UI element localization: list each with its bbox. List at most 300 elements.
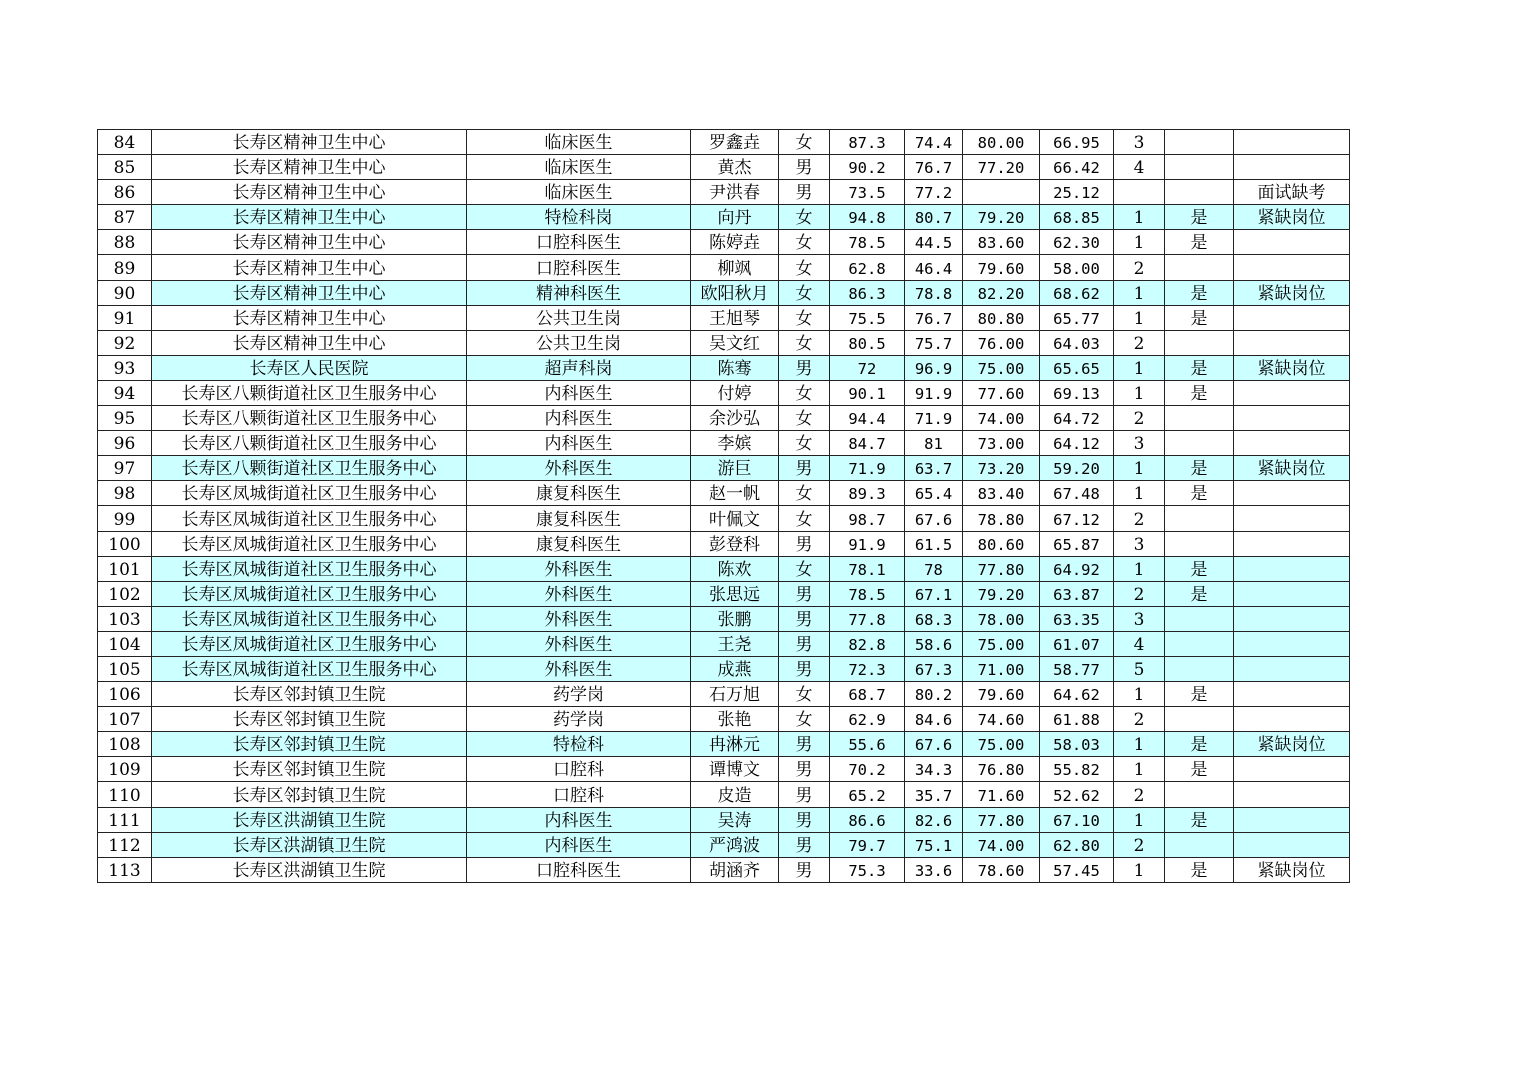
cell-unit: 长寿区精神卫生中心 bbox=[152, 155, 467, 180]
cell-no: 96 bbox=[98, 431, 152, 456]
cell-score-2: 65.4 bbox=[905, 481, 963, 506]
cell-score-3: 78.60 bbox=[963, 857, 1040, 882]
cell-score-1: 79.7 bbox=[830, 832, 905, 857]
cell-score-2: 35.7 bbox=[905, 782, 963, 807]
cell-rank: 3 bbox=[1114, 531, 1165, 556]
cell-sex: 女 bbox=[779, 255, 830, 280]
cell-rank: 2 bbox=[1114, 581, 1165, 606]
cell-score-2: 76.7 bbox=[905, 155, 963, 180]
cell-note: 紧缺岗位 bbox=[1234, 205, 1350, 230]
cell-score-3: 75.00 bbox=[963, 732, 1040, 757]
cell-pass: 是 bbox=[1165, 581, 1234, 606]
cell-score-2: 84.6 bbox=[905, 707, 963, 732]
cell-name: 余沙弘 bbox=[691, 406, 779, 431]
cell-total: 62.30 bbox=[1040, 230, 1114, 255]
cell-sex: 女 bbox=[779, 682, 830, 707]
cell-score-2: 82.6 bbox=[905, 807, 963, 832]
cell-score-3: 80.60 bbox=[963, 531, 1040, 556]
table-row bbox=[98, 581, 1350, 606]
cell-sex: 女 bbox=[779, 506, 830, 531]
cell-pass bbox=[1165, 656, 1234, 681]
cell-score-3: 83.60 bbox=[963, 230, 1040, 255]
cell-sex: 女 bbox=[779, 280, 830, 305]
cell-note bbox=[1234, 656, 1350, 681]
cell-sex: 女 bbox=[779, 406, 830, 431]
cell-total: 65.77 bbox=[1040, 305, 1114, 330]
cell-no: 90 bbox=[98, 280, 152, 305]
cell-sex: 女 bbox=[779, 205, 830, 230]
cell-sex: 男 bbox=[779, 832, 830, 857]
cell-score-1: 72.3 bbox=[830, 656, 905, 681]
cell-post: 内科医生 bbox=[467, 431, 691, 456]
cell-note bbox=[1234, 481, 1350, 506]
table-row bbox=[98, 556, 1350, 581]
cell-score-1: 71.9 bbox=[830, 456, 905, 481]
cell-pass: 是 bbox=[1165, 456, 1234, 481]
cell-total: 67.12 bbox=[1040, 506, 1114, 531]
cell-score-2: 78 bbox=[905, 556, 963, 581]
cell-total: 55.82 bbox=[1040, 757, 1114, 782]
cell-name: 赵一帆 bbox=[691, 481, 779, 506]
cell-note bbox=[1234, 556, 1350, 581]
cell-no: 112 bbox=[98, 832, 152, 857]
cell-rank: 4 bbox=[1114, 631, 1165, 656]
cell-pass: 是 bbox=[1165, 305, 1234, 330]
cell-score-1: 62.9 bbox=[830, 707, 905, 732]
cell-rank: 1 bbox=[1114, 205, 1165, 230]
cell-no: 97 bbox=[98, 456, 152, 481]
cell-name: 游巨 bbox=[691, 456, 779, 481]
cell-unit: 长寿区精神卫生中心 bbox=[152, 305, 467, 330]
table-row bbox=[98, 380, 1350, 405]
cell-score-2: 67.6 bbox=[905, 506, 963, 531]
cell-pass bbox=[1165, 180, 1234, 205]
cell-rank: 1 bbox=[1114, 732, 1165, 757]
cell-unit: 长寿区凤城街道社区卫生服务中心 bbox=[152, 606, 467, 631]
cell-note bbox=[1234, 380, 1350, 405]
cell-unit: 长寿区凤城街道社区卫生服务中心 bbox=[152, 556, 467, 581]
cell-unit: 长寿区八颗街道社区卫生服务中心 bbox=[152, 380, 467, 405]
cell-score-2: 76.7 bbox=[905, 305, 963, 330]
cell-unit: 长寿区凤城街道社区卫生服务中心 bbox=[152, 506, 467, 531]
table-row bbox=[98, 130, 1350, 155]
cell-total: 63.35 bbox=[1040, 606, 1114, 631]
cell-note bbox=[1234, 531, 1350, 556]
table-row bbox=[98, 205, 1350, 230]
table-row bbox=[98, 656, 1350, 681]
cell-unit: 长寿区洪湖镇卫生院 bbox=[152, 857, 467, 882]
cell-score-2: 44.5 bbox=[905, 230, 963, 255]
cell-no: 102 bbox=[98, 581, 152, 606]
cell-rank: 1 bbox=[1114, 481, 1165, 506]
cell-score-1: 87.3 bbox=[830, 130, 905, 155]
cell-score-1: 86.3 bbox=[830, 280, 905, 305]
cell-total: 68.62 bbox=[1040, 280, 1114, 305]
cell-rank: 4 bbox=[1114, 155, 1165, 180]
cell-score-1: 78.5 bbox=[830, 230, 905, 255]
table-row bbox=[98, 330, 1350, 355]
cell-score-2: 34.3 bbox=[905, 757, 963, 782]
cell-sex: 男 bbox=[779, 782, 830, 807]
cell-unit: 长寿区凤城街道社区卫生服务中心 bbox=[152, 581, 467, 606]
cell-sex: 女 bbox=[779, 230, 830, 255]
cell-post: 外科医生 bbox=[467, 556, 691, 581]
cell-no: 100 bbox=[98, 531, 152, 556]
cell-note bbox=[1234, 682, 1350, 707]
cell-score-3: 79.60 bbox=[963, 255, 1040, 280]
cell-rank: 1 bbox=[1114, 280, 1165, 305]
cell-score-2: 74.4 bbox=[905, 130, 963, 155]
cell-note bbox=[1234, 782, 1350, 807]
cell-rank: 3 bbox=[1114, 130, 1165, 155]
cell-score-1: 98.7 bbox=[830, 506, 905, 531]
cell-note bbox=[1234, 807, 1350, 832]
cell-sex: 男 bbox=[779, 732, 830, 757]
cell-name: 陈欢 bbox=[691, 556, 779, 581]
cell-post: 口腔科 bbox=[467, 782, 691, 807]
cell-no: 92 bbox=[98, 330, 152, 355]
cell-unit: 长寿区邻封镇卫生院 bbox=[152, 707, 467, 732]
cell-pass bbox=[1165, 431, 1234, 456]
cell-rank: 2 bbox=[1114, 330, 1165, 355]
cell-name: 罗鑫垚 bbox=[691, 130, 779, 155]
cell-score-2: 61.5 bbox=[905, 531, 963, 556]
cell-unit: 长寿区精神卫生中心 bbox=[152, 255, 467, 280]
cell-score-3: 71.00 bbox=[963, 656, 1040, 681]
cell-score-3: 80.80 bbox=[963, 305, 1040, 330]
cell-score-2: 78.8 bbox=[905, 280, 963, 305]
table-row bbox=[98, 606, 1350, 631]
cell-score-3: 79.20 bbox=[963, 205, 1040, 230]
cell-score-3: 80.00 bbox=[963, 130, 1040, 155]
cell-sex: 女 bbox=[779, 380, 830, 405]
cell-name: 柳飒 bbox=[691, 255, 779, 280]
cell-score-1: 91.9 bbox=[830, 531, 905, 556]
cell-pass bbox=[1165, 631, 1234, 656]
cell-score-2: 80.2 bbox=[905, 682, 963, 707]
table-body bbox=[98, 130, 1350, 883]
cell-no: 104 bbox=[98, 631, 152, 656]
cell-sex: 男 bbox=[779, 581, 830, 606]
cell-score-2: 91.9 bbox=[905, 380, 963, 405]
cell-pass: 是 bbox=[1165, 380, 1234, 405]
cell-unit: 长寿区精神卫生中心 bbox=[152, 330, 467, 355]
cell-total: 64.62 bbox=[1040, 682, 1114, 707]
cell-total: 61.88 bbox=[1040, 707, 1114, 732]
cell-total: 65.65 bbox=[1040, 355, 1114, 380]
cell-rank: 2 bbox=[1114, 832, 1165, 857]
cell-no: 105 bbox=[98, 656, 152, 681]
cell-name: 张思远 bbox=[691, 581, 779, 606]
cell-sex: 女 bbox=[779, 431, 830, 456]
cell-score-1: 94.8 bbox=[830, 205, 905, 230]
cell-rank: 5 bbox=[1114, 656, 1165, 681]
cell-no: 106 bbox=[98, 682, 152, 707]
cell-unit: 长寿区邻封镇卫生院 bbox=[152, 782, 467, 807]
cell-sex: 男 bbox=[779, 355, 830, 380]
cell-sex: 女 bbox=[779, 305, 830, 330]
cell-post: 特检科岗 bbox=[467, 205, 691, 230]
cell-sex: 男 bbox=[779, 155, 830, 180]
cell-post: 内科医生 bbox=[467, 807, 691, 832]
cell-rank: 1 bbox=[1114, 355, 1165, 380]
cell-pass: 是 bbox=[1165, 732, 1234, 757]
cell-unit: 长寿区精神卫生中心 bbox=[152, 280, 467, 305]
cell-post: 内科医生 bbox=[467, 380, 691, 405]
cell-total: 66.95 bbox=[1040, 130, 1114, 155]
cell-rank: 1 bbox=[1114, 682, 1165, 707]
cell-rank bbox=[1114, 180, 1165, 205]
cell-note: 紧缺岗位 bbox=[1234, 355, 1350, 380]
cell-score-1: 75.3 bbox=[830, 857, 905, 882]
cell-name: 胡涵齐 bbox=[691, 857, 779, 882]
cell-no: 101 bbox=[98, 556, 152, 581]
cell-name: 吴涛 bbox=[691, 807, 779, 832]
cell-rank: 2 bbox=[1114, 506, 1165, 531]
cell-pass: 是 bbox=[1165, 807, 1234, 832]
cell-score-3: 78.00 bbox=[963, 606, 1040, 631]
cell-score-1: 75.5 bbox=[830, 305, 905, 330]
cell-no: 87 bbox=[98, 205, 152, 230]
cell-unit: 长寿区精神卫生中心 bbox=[152, 205, 467, 230]
table-row bbox=[98, 682, 1350, 707]
cell-sex: 男 bbox=[779, 757, 830, 782]
cell-total: 63.87 bbox=[1040, 581, 1114, 606]
cell-score-2: 63.7 bbox=[905, 456, 963, 481]
cell-total: 58.03 bbox=[1040, 732, 1114, 757]
cell-rank: 1 bbox=[1114, 456, 1165, 481]
cell-score-3: 77.20 bbox=[963, 155, 1040, 180]
cell-score-1: 94.4 bbox=[830, 406, 905, 431]
cell-post: 临床医生 bbox=[467, 180, 691, 205]
cell-post: 口腔科医生 bbox=[467, 255, 691, 280]
cell-name: 成燕 bbox=[691, 656, 779, 681]
cell-total: 64.12 bbox=[1040, 431, 1114, 456]
cell-name: 吴文红 bbox=[691, 330, 779, 355]
cell-unit: 长寿区八颗街道社区卫生服务中心 bbox=[152, 431, 467, 456]
cell-score-1: 84.7 bbox=[830, 431, 905, 456]
cell-score-3: 76.80 bbox=[963, 757, 1040, 782]
cell-unit: 长寿区八颗街道社区卫生服务中心 bbox=[152, 406, 467, 431]
cell-rank: 1 bbox=[1114, 305, 1165, 330]
cell-note: 紧缺岗位 bbox=[1234, 456, 1350, 481]
cell-no: 91 bbox=[98, 305, 152, 330]
cell-score-1: 65.2 bbox=[830, 782, 905, 807]
cell-rank: 1 bbox=[1114, 757, 1165, 782]
cell-post: 外科医生 bbox=[467, 606, 691, 631]
cell-unit: 长寿区凤城街道社区卫生服务中心 bbox=[152, 481, 467, 506]
cell-unit: 长寿区凤城街道社区卫生服务中心 bbox=[152, 531, 467, 556]
cell-note bbox=[1234, 757, 1350, 782]
cell-post: 精神科医生 bbox=[467, 280, 691, 305]
cell-pass bbox=[1165, 531, 1234, 556]
cell-total: 52.62 bbox=[1040, 782, 1114, 807]
results-table bbox=[97, 129, 1350, 883]
cell-score-1: 72 bbox=[830, 355, 905, 380]
cell-note bbox=[1234, 506, 1350, 531]
cell-no: 109 bbox=[98, 757, 152, 782]
cell-score-1: 62.8 bbox=[830, 255, 905, 280]
cell-unit: 长寿区八颗街道社区卫生服务中心 bbox=[152, 456, 467, 481]
cell-name: 向丹 bbox=[691, 205, 779, 230]
cell-name: 石万旭 bbox=[691, 682, 779, 707]
cell-note bbox=[1234, 581, 1350, 606]
cell-score-2: 68.3 bbox=[905, 606, 963, 631]
cell-no: 85 bbox=[98, 155, 152, 180]
cell-total: 68.85 bbox=[1040, 205, 1114, 230]
cell-name: 王旭琴 bbox=[691, 305, 779, 330]
table-row bbox=[98, 732, 1350, 757]
cell-note bbox=[1234, 255, 1350, 280]
cell-note bbox=[1234, 230, 1350, 255]
table-row bbox=[98, 431, 1350, 456]
cell-total: 65.87 bbox=[1040, 531, 1114, 556]
cell-sex: 女 bbox=[779, 556, 830, 581]
cell-score-2: 75.7 bbox=[905, 330, 963, 355]
cell-note bbox=[1234, 155, 1350, 180]
cell-unit: 长寿区邻封镇卫生院 bbox=[152, 732, 467, 757]
cell-total: 67.48 bbox=[1040, 481, 1114, 506]
cell-name: 尹洪春 bbox=[691, 180, 779, 205]
cell-rank: 3 bbox=[1114, 606, 1165, 631]
cell-total: 57.45 bbox=[1040, 857, 1114, 882]
cell-rank: 1 bbox=[1114, 230, 1165, 255]
cell-no: 88 bbox=[98, 230, 152, 255]
cell-score-1: 86.6 bbox=[830, 807, 905, 832]
cell-post: 外科医生 bbox=[467, 581, 691, 606]
cell-note bbox=[1234, 330, 1350, 355]
cell-note: 紧缺岗位 bbox=[1234, 857, 1350, 882]
table-row bbox=[98, 481, 1350, 506]
cell-pass: 是 bbox=[1165, 230, 1234, 255]
cell-name: 欧阳秋月 bbox=[691, 280, 779, 305]
cell-note bbox=[1234, 606, 1350, 631]
table-row bbox=[98, 631, 1350, 656]
table-row bbox=[98, 180, 1350, 205]
cell-sex: 男 bbox=[779, 631, 830, 656]
cell-rank: 2 bbox=[1114, 406, 1165, 431]
cell-post: 康复科医生 bbox=[467, 481, 691, 506]
cell-score-1: 90.1 bbox=[830, 380, 905, 405]
cell-total: 62.80 bbox=[1040, 832, 1114, 857]
table-row bbox=[98, 832, 1350, 857]
table-row bbox=[98, 506, 1350, 531]
cell-no: 103 bbox=[98, 606, 152, 631]
cell-score-3: 77.80 bbox=[963, 556, 1040, 581]
cell-no: 98 bbox=[98, 481, 152, 506]
cell-score-2: 71.9 bbox=[905, 406, 963, 431]
cell-total: 58.00 bbox=[1040, 255, 1114, 280]
cell-unit: 长寿区人民医院 bbox=[152, 355, 467, 380]
cell-post: 外科医生 bbox=[467, 456, 691, 481]
table-row bbox=[98, 280, 1350, 305]
table-row bbox=[98, 255, 1350, 280]
cell-sex: 男 bbox=[779, 857, 830, 882]
cell-no: 108 bbox=[98, 732, 152, 757]
cell-post: 公共卫生岗 bbox=[467, 305, 691, 330]
cell-pass bbox=[1165, 406, 1234, 431]
cell-note bbox=[1234, 707, 1350, 732]
table-row bbox=[98, 230, 1350, 255]
cell-rank: 3 bbox=[1114, 431, 1165, 456]
cell-note: 紧缺岗位 bbox=[1234, 280, 1350, 305]
cell-note bbox=[1234, 631, 1350, 656]
cell-score-1: 73.5 bbox=[830, 180, 905, 205]
cell-name: 严鸿波 bbox=[691, 832, 779, 857]
cell-score-1: 78.5 bbox=[830, 581, 905, 606]
cell-pass bbox=[1165, 606, 1234, 631]
cell-name: 张艳 bbox=[691, 707, 779, 732]
cell-no: 84 bbox=[98, 130, 152, 155]
cell-score-3: 75.00 bbox=[963, 631, 1040, 656]
cell-note: 紧缺岗位 bbox=[1234, 732, 1350, 757]
cell-score-2: 81 bbox=[905, 431, 963, 456]
cell-rank: 2 bbox=[1114, 255, 1165, 280]
cell-name: 付婷 bbox=[691, 380, 779, 405]
cell-score-3: 76.00 bbox=[963, 330, 1040, 355]
cell-unit: 长寿区精神卫生中心 bbox=[152, 230, 467, 255]
cell-post: 口腔科 bbox=[467, 757, 691, 782]
cell-no: 113 bbox=[98, 857, 152, 882]
cell-name: 冉淋元 bbox=[691, 732, 779, 757]
cell-score-2: 67.1 bbox=[905, 581, 963, 606]
cell-total: 69.13 bbox=[1040, 380, 1114, 405]
cell-sex: 男 bbox=[779, 656, 830, 681]
cell-score-3: 77.80 bbox=[963, 807, 1040, 832]
cell-score-1: 82.8 bbox=[830, 631, 905, 656]
cell-post: 口腔科医生 bbox=[467, 230, 691, 255]
cell-note bbox=[1234, 406, 1350, 431]
cell-sex: 男 bbox=[779, 180, 830, 205]
cell-sex: 男 bbox=[779, 606, 830, 631]
cell-score-3: 74.00 bbox=[963, 406, 1040, 431]
cell-pass bbox=[1165, 506, 1234, 531]
cell-pass: 是 bbox=[1165, 205, 1234, 230]
cell-score-1: 55.6 bbox=[830, 732, 905, 757]
cell-rank: 1 bbox=[1114, 556, 1165, 581]
cell-post: 康复科医生 bbox=[467, 531, 691, 556]
cell-name: 陈骞 bbox=[691, 355, 779, 380]
cell-unit: 长寿区洪湖镇卫生院 bbox=[152, 832, 467, 857]
cell-no: 95 bbox=[98, 406, 152, 431]
cell-sex: 女 bbox=[779, 130, 830, 155]
cell-pass: 是 bbox=[1165, 556, 1234, 581]
cell-sex: 女 bbox=[779, 707, 830, 732]
cell-no: 111 bbox=[98, 807, 152, 832]
cell-total: 67.10 bbox=[1040, 807, 1114, 832]
cell-sex: 女 bbox=[779, 481, 830, 506]
cell-pass: 是 bbox=[1165, 481, 1234, 506]
cell-unit: 长寿区精神卫生中心 bbox=[152, 130, 467, 155]
cell-score-2: 33.6 bbox=[905, 857, 963, 882]
cell-pass bbox=[1165, 330, 1234, 355]
cell-total: 64.92 bbox=[1040, 556, 1114, 581]
cell-score-1: 90.2 bbox=[830, 155, 905, 180]
cell-sex: 女 bbox=[779, 330, 830, 355]
table-row bbox=[98, 757, 1350, 782]
cell-total: 25.12 bbox=[1040, 180, 1114, 205]
table-row bbox=[98, 807, 1350, 832]
cell-score-2: 77.2 bbox=[905, 180, 963, 205]
cell-score-3: 73.00 bbox=[963, 431, 1040, 456]
cell-no: 94 bbox=[98, 380, 152, 405]
cell-score-3: 73.20 bbox=[963, 456, 1040, 481]
cell-score-3 bbox=[963, 180, 1040, 205]
cell-total: 61.07 bbox=[1040, 631, 1114, 656]
cell-total: 66.42 bbox=[1040, 155, 1114, 180]
cell-no: 99 bbox=[98, 506, 152, 531]
cell-unit: 长寿区邻封镇卫生院 bbox=[152, 757, 467, 782]
